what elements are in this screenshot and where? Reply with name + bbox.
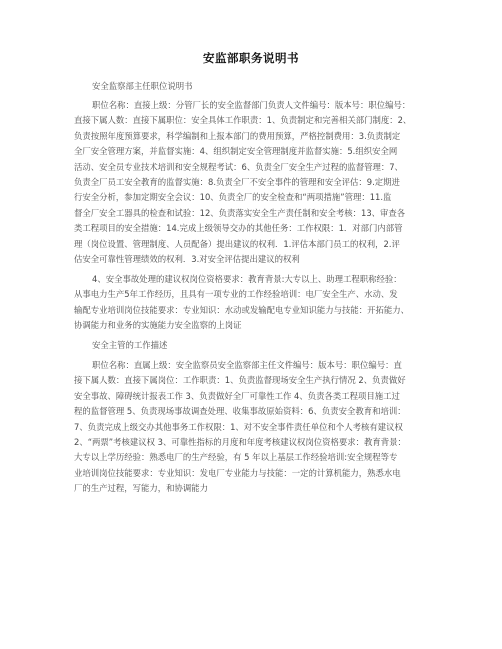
text-line: 全厂安全管理方案，并监督实施：4、组织制定安全管理制度并监督实施：5.组织安全网 [74, 146, 398, 157]
text-line: 程的监督管理 5、负责现场事故调查处理、收集事故原始资料：6、负责安全教育和培训： [74, 406, 406, 417]
text-line: 从事电力生产5年工作经历，且具有一项专业的工作经验培训：电厂安全生产、水动、发 [74, 289, 398, 300]
text-line: 4、安全事故处理的建议权岗位资格要求：教育背景:大专以上、助理工程职称经验： [92, 274, 402, 284]
text-line: 负责全厂员工安全教育的监督实施：8.负责全厂不安全事件的管理和安全评估：9.定期进 [74, 177, 400, 188]
text-line: 职位名称：直接上级：分管厂长的安全监督部门负责人文件编号：版本号：职位编号： [92, 100, 411, 110]
text-line: 厂的生产过程，写能力，和协调能力 [74, 483, 208, 494]
text-line: 业培训岗位技能要求：专业知识：发电厂专业能力与技能：一定的计算机能力，熟悉水电 [74, 467, 401, 478]
text-line: 职位名称：直属上级：安全监察员安全监察部主任文件编号：版本号：职位编号：直 [92, 360, 402, 370]
section1-heading: 安全监察部主任职位说明书 [92, 81, 193, 91]
text-line: 估安全可靠性管理绩效的权利．3.对安全评估提出建议的权利 [74, 254, 300, 265]
text-line: 活动、安全员专业技术培训和安全规程考试：6、负责全厂安全生产过程的监督管理：7、 [74, 161, 403, 172]
text-line: 2、“两票”考核建议权 3、可靠性指标的月度和年度考核建议权岗位资格要求：教育背景： [74, 437, 406, 448]
document-title: 安监部职务说明书 [203, 51, 299, 65]
text-line: 直接下属人数：直接下属职位：安全具体工作职责：1、负责制定和完善相关部门制度：2、 [74, 115, 412, 126]
text-line: 7、负责完成上级交办其他事务工作权限：1、对不安全事件责任单位和个人考核有建议权 [74, 421, 403, 432]
text-line: 输配专业培训岗位技能要求：专业知识：水动或发输配电专业知识能力与技能：开拓能力、 [74, 304, 409, 315]
text-line: 接下属人数：直接下属岗位：工作职责：1、负责监督现场安全生产执行情况 2、负责做好 [74, 375, 406, 386]
section1-body [74, 98, 450, 267]
text-line: 类工程项目的安全措施：14.完成上级领导交办的其他任务：工作权限：1．对部门内部管 [74, 223, 403, 234]
text-line: 理（岗位设置、管理制度、人员配备）提出建议的权利．1.评估本部门员工的权利，2.评 [74, 238, 400, 249]
section3-heading: 安全主管的工作描述 [92, 340, 168, 350]
text-line: 督全厂安全工器具的检查和试验：12、负责落实安全生产责任制和安全考核：13、审查各 [74, 207, 406, 218]
text-line: 行安全分析，参加定期安全会议：10、负责全厂的安全检查和“两项措施”管理：11.监 [74, 192, 392, 203]
text-line: 大专以上学历经验：熟悉电厂的生产经验，有 5 年以上基层工作经验培训:安全规程等专 [74, 452, 398, 463]
section3-body [74, 358, 450, 497]
text-line: 负责按照年度预算要求，科学编制和上报本部门的费用预算，严格控制费用：3.负责制定 [74, 130, 401, 141]
text-line: 协调能力和业务的实施能力安全监察的上岗证 [74, 320, 242, 331]
section2-body [74, 272, 450, 334]
text-line: 安全事故、障碍统计报表工作 3、负责做好全厂可靠性工作 4、负责各类工程项目施工过 [74, 390, 400, 401]
